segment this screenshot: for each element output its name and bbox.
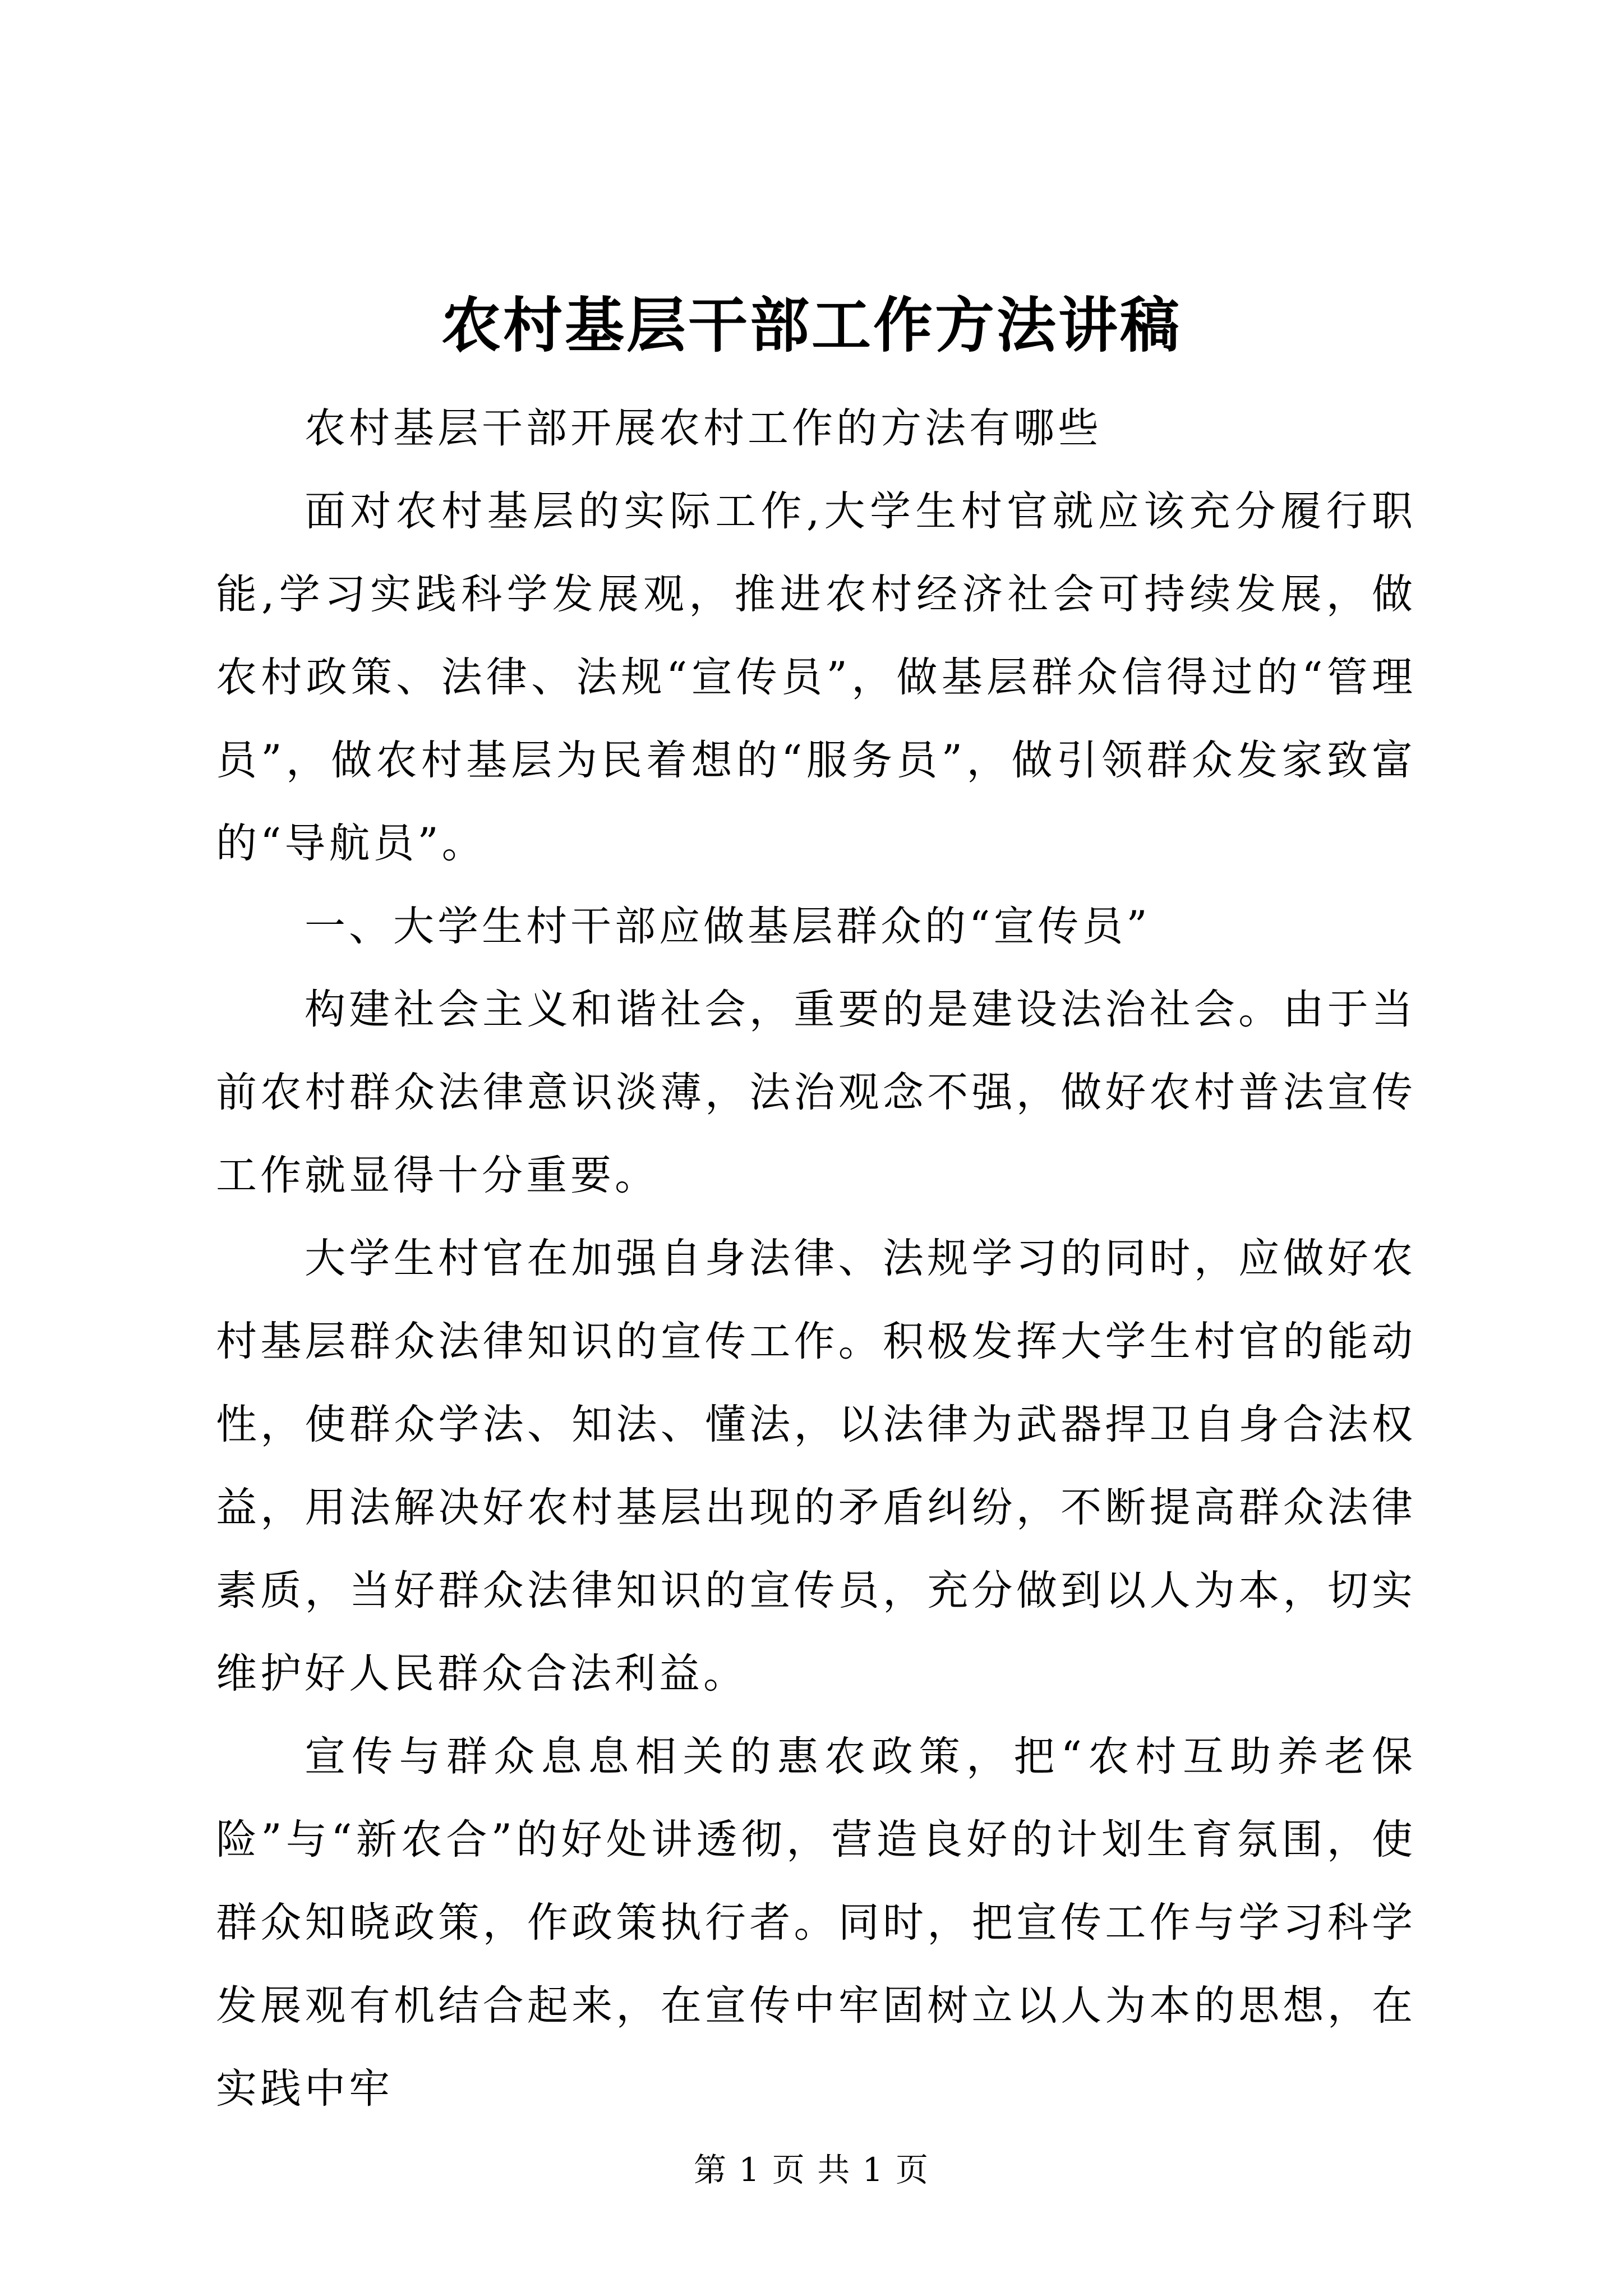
paragraph-body: 构建社会主义和谐社会，重要的是建设法治社会。由于当前农村群众法律意识淡薄，法治观念不强，做好农村普法宣传工作就显得十分重要。 — [216, 986, 1416, 1199]
paragraph-intro: 面对农村基层的实际工作,大学生村官就应该充分履行职能,学习实践科学发展观，推进农村经济社会可持续发展，做农村政策、法律、法规“宣传员”，做基层群众信得过的“管理员”，做农村基层为民着想的“服务员”，做引领群众发家致富的“导航员”。 — [216, 487, 1416, 867]
page-footer: 第 1 页 共 1 页 — [694, 2151, 929, 2189]
paragraph-body: 宣传与群众息息相关的惠农政策，把“农村互助养老保险”与“新农合”的好处讲透彻，营造良好的计划生育氛围，使群众知晓政策，作政策执行者。同时，把宣传工作与学习科学发展观有机结合起来，在宣传中牢固树立以人为本的思想，在实践中牢 — [216, 1733, 1416, 2113]
paragraph-subtitle: 农村基层干部开展农村工作的方法有哪些 — [305, 404, 1102, 452]
document-title: 农村基层干部工作方法讲稿 — [441, 290, 1182, 360]
section-heading: 一、大学生村干部应做基层群众的“宣传员” — [305, 903, 1151, 950]
paragraph-body: 大学生村官在加强自身法律、法规学习的同时，应做好农村基层群众法律知识的宣传工作。积极发挥大学生村官的能动性，使群众学法、知法、懂法，以法律为武器捍卫自身合法权益，用法解决好农村基层出现的矛盾纠纷，不断提高群众法律素质，当好群众法律知识的宣传员，充分做到以人为本，切实维护好人民群众合法利益。 — [216, 1235, 1416, 1697]
document-body — [216, 387, 1416, 2131]
